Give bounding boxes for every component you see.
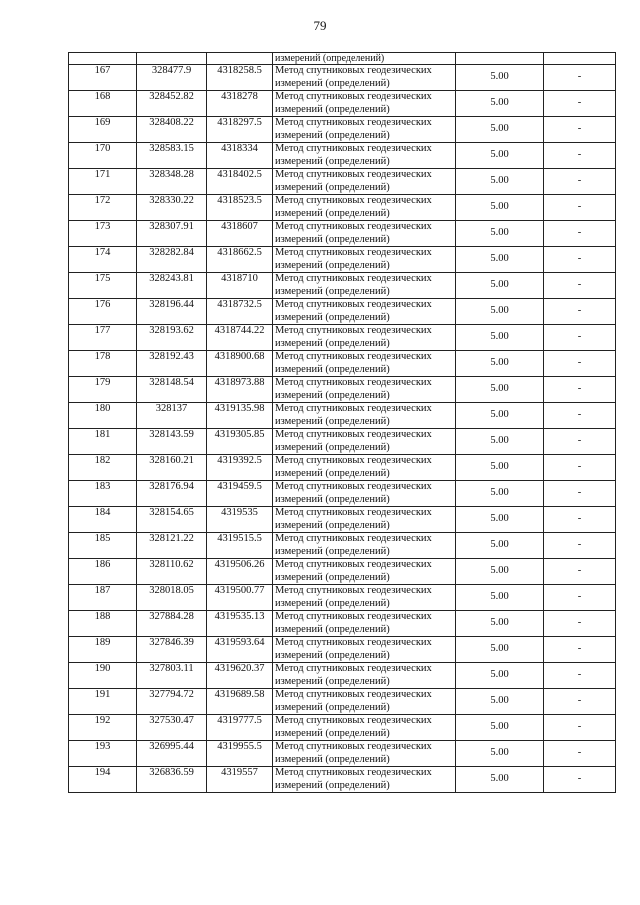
empty-cell: [137, 53, 207, 65]
table-row: [69, 325, 616, 351]
point-number-cell: 192: [69, 715, 137, 741]
method-cell: Метод спутниковых геодезических измерений (определений): [273, 637, 456, 663]
table-row: [69, 299, 616, 325]
method-cell: Метод спутниковых геодезических измерений (определений): [273, 247, 456, 273]
x-coordinate-cell: 327884.28: [137, 611, 207, 637]
x-coordinate-cell: 328452.82: [137, 91, 207, 117]
note-cell: -: [544, 221, 616, 247]
y-coordinate-cell: 4318607: [207, 221, 273, 247]
y-coordinate-cell: 4319535: [207, 507, 273, 533]
accuracy-cell: 5.00: [456, 195, 544, 221]
y-coordinate-cell: 4319506.26: [207, 559, 273, 585]
y-coordinate-cell: 4319535.13: [207, 611, 273, 637]
note-cell: -: [544, 91, 616, 117]
page-number: 79: [313, 18, 327, 33]
x-coordinate-cell: 328196.44: [137, 299, 207, 325]
point-number-cell: 168: [69, 91, 137, 117]
table-row: [69, 533, 616, 559]
note-cell: -: [544, 325, 616, 351]
note-cell: -: [544, 65, 616, 91]
continued-row: [69, 53, 616, 65]
x-coordinate-cell: 328121.22: [137, 533, 207, 559]
x-coordinate-cell: 328330.22: [137, 195, 207, 221]
accuracy-cell: 5.00: [456, 559, 544, 585]
accuracy-cell: 5.00: [456, 533, 544, 559]
method-cell: Метод спутниковых геодезических измерений (определений): [273, 143, 456, 169]
coordinates-table: [68, 52, 616, 793]
table-row: [69, 429, 616, 455]
x-coordinate-cell: 328160.21: [137, 455, 207, 481]
method-cell: Метод спутниковых геодезических измерений (определений): [273, 195, 456, 221]
x-coordinate-cell: 328282.84: [137, 247, 207, 273]
accuracy-cell: 5.00: [456, 247, 544, 273]
accuracy-cell: 5.00: [456, 637, 544, 663]
method-cell: Метод спутниковых геодезических измерений (определений): [273, 481, 456, 507]
y-coordinate-cell: 4319500.77: [207, 585, 273, 611]
point-number-cell: 170: [69, 143, 137, 169]
note-cell: -: [544, 715, 616, 741]
point-number-cell: 191: [69, 689, 137, 715]
x-coordinate-cell: 327794.72: [137, 689, 207, 715]
x-coordinate-cell: 328192.43: [137, 351, 207, 377]
method-cell: Метод спутниковых геодезических измерений (определений): [273, 65, 456, 91]
table-row: [69, 65, 616, 91]
x-coordinate-cell: 328018.05: [137, 585, 207, 611]
accuracy-cell: 5.00: [456, 325, 544, 351]
point-number-cell: 190: [69, 663, 137, 689]
x-coordinate-cell: 328193.62: [137, 325, 207, 351]
table-row: [69, 559, 616, 585]
accuracy-cell: 5.00: [456, 585, 544, 611]
accuracy-cell: 5.00: [456, 169, 544, 195]
note-cell: -: [544, 611, 616, 637]
y-coordinate-cell: 4319620.37: [207, 663, 273, 689]
y-coordinate-cell: 4318732.5: [207, 299, 273, 325]
y-coordinate-cell: 4318278: [207, 91, 273, 117]
method-cell: Метод спутниковых геодезических измерений (определений): [273, 455, 456, 481]
empty-cell: [456, 53, 544, 65]
point-number-cell: 182: [69, 455, 137, 481]
table-row: [69, 351, 616, 377]
accuracy-cell: 5.00: [456, 611, 544, 637]
y-coordinate-cell: 4319392.5: [207, 455, 273, 481]
point-number-cell: 186: [69, 559, 137, 585]
method-cell: Метод спутниковых геодезических измерений (определений): [273, 429, 456, 455]
x-coordinate-cell: 328148.54: [137, 377, 207, 403]
point-number-cell: 193: [69, 741, 137, 767]
table-row: [69, 767, 616, 793]
table-row: [69, 377, 616, 403]
method-cell: Метод спутниковых геодезических измерений (определений): [273, 611, 456, 637]
point-number-cell: 179: [69, 377, 137, 403]
x-coordinate-cell: 327530.47: [137, 715, 207, 741]
accuracy-cell: 5.00: [456, 455, 544, 481]
note-cell: -: [544, 585, 616, 611]
note-cell: -: [544, 689, 616, 715]
y-coordinate-cell: 4319777.5: [207, 715, 273, 741]
note-cell: -: [544, 637, 616, 663]
y-coordinate-cell: 4319515.5: [207, 533, 273, 559]
note-cell: -: [544, 377, 616, 403]
table-row: [69, 195, 616, 221]
accuracy-cell: 5.00: [456, 663, 544, 689]
method-cell: Метод спутниковых геодезических измерений (определений): [273, 221, 456, 247]
y-coordinate-cell: 4319135.98: [207, 403, 273, 429]
note-cell: -: [544, 143, 616, 169]
x-coordinate-cell: 327803.11: [137, 663, 207, 689]
method-cell: Метод спутниковых геодезических измерений (определений): [273, 507, 456, 533]
accuracy-cell: 5.00: [456, 689, 544, 715]
method-cell: Метод спутниковых геодезических измерений (определений): [273, 741, 456, 767]
method-cell: Метод спутниковых геодезических измерений (определений): [273, 689, 456, 715]
x-coordinate-cell: 328348.28: [137, 169, 207, 195]
x-coordinate-cell: 328110.62: [137, 559, 207, 585]
method-cell: Метод спутниковых геодезических измерений (определений): [273, 351, 456, 377]
point-number-cell: 188: [69, 611, 137, 637]
note-cell: -: [544, 455, 616, 481]
method-cell: Метод спутниковых геодезических измерений (определений): [273, 533, 456, 559]
y-coordinate-cell: 4319305.85: [207, 429, 273, 455]
method-cell: Метод спутниковых геодезических измерений (определений): [273, 663, 456, 689]
table-row: [69, 403, 616, 429]
x-coordinate-cell: 328408.22: [137, 117, 207, 143]
x-coordinate-cell: 328477.9: [137, 65, 207, 91]
method-cell: Метод спутниковых геодезических измерений (определений): [273, 585, 456, 611]
point-number-cell: 177: [69, 325, 137, 351]
note-cell: -: [544, 507, 616, 533]
point-number-cell: 180: [69, 403, 137, 429]
point-number-cell: 187: [69, 585, 137, 611]
table-row: [69, 689, 616, 715]
accuracy-cell: 5.00: [456, 377, 544, 403]
y-coordinate-cell: 4318297.5: [207, 117, 273, 143]
note-cell: -: [544, 273, 616, 299]
continued-method-cell: измерений (определений): [273, 53, 456, 65]
y-coordinate-cell: 4319593.64: [207, 637, 273, 663]
method-cell: Метод спутниковых геодезических измерений (определений): [273, 91, 456, 117]
y-coordinate-cell: 4318973.88: [207, 377, 273, 403]
point-number-cell: 176: [69, 299, 137, 325]
table-row: [69, 585, 616, 611]
point-number-cell: 173: [69, 221, 137, 247]
accuracy-cell: 5.00: [456, 143, 544, 169]
note-cell: -: [544, 663, 616, 689]
x-coordinate-cell: 328243.81: [137, 273, 207, 299]
note-cell: -: [544, 351, 616, 377]
y-coordinate-cell: 4318662.5: [207, 247, 273, 273]
note-cell: -: [544, 429, 616, 455]
x-coordinate-cell: 326995.44: [137, 741, 207, 767]
point-number-cell: 189: [69, 637, 137, 663]
y-coordinate-cell: 4319557: [207, 767, 273, 793]
point-number-cell: 172: [69, 195, 137, 221]
note-cell: -: [544, 533, 616, 559]
x-coordinate-cell: 328143.59: [137, 429, 207, 455]
y-coordinate-cell: 4318258.5: [207, 65, 273, 91]
point-number-cell: 167: [69, 65, 137, 91]
table-row: [69, 481, 616, 507]
point-number-cell: 185: [69, 533, 137, 559]
point-number-cell: 175: [69, 273, 137, 299]
table-row: [69, 507, 616, 533]
method-cell: Метод спутниковых геодезических измерений (определений): [273, 169, 456, 195]
note-cell: -: [544, 559, 616, 585]
y-coordinate-cell: 4318334: [207, 143, 273, 169]
table-row: [69, 117, 616, 143]
point-number-cell: 169: [69, 117, 137, 143]
x-coordinate-cell: 326836.59: [137, 767, 207, 793]
accuracy-cell: 5.00: [456, 429, 544, 455]
note-cell: -: [544, 195, 616, 221]
accuracy-cell: 5.00: [456, 481, 544, 507]
accuracy-cell: 5.00: [456, 507, 544, 533]
accuracy-cell: 5.00: [456, 91, 544, 117]
accuracy-cell: 5.00: [456, 65, 544, 91]
note-cell: -: [544, 481, 616, 507]
x-coordinate-cell: 328176.94: [137, 481, 207, 507]
note-cell: -: [544, 169, 616, 195]
table-row: [69, 663, 616, 689]
empty-cell: [207, 53, 273, 65]
y-coordinate-cell: 4318710: [207, 273, 273, 299]
table-row: [69, 455, 616, 481]
y-coordinate-cell: 4318523.5: [207, 195, 273, 221]
y-coordinate-cell: 4319689.58: [207, 689, 273, 715]
x-coordinate-cell: 328154.65: [137, 507, 207, 533]
accuracy-cell: 5.00: [456, 767, 544, 793]
table-row: [69, 273, 616, 299]
point-number-cell: 171: [69, 169, 137, 195]
point-number-cell: 184: [69, 507, 137, 533]
accuracy-cell: 5.00: [456, 117, 544, 143]
table-row: [69, 611, 616, 637]
table-row: [69, 169, 616, 195]
note-cell: -: [544, 247, 616, 273]
table-row: [69, 143, 616, 169]
note-cell: -: [544, 741, 616, 767]
method-cell: Метод спутниковых геодезических измерений (определений): [273, 403, 456, 429]
note-cell: -: [544, 117, 616, 143]
table-row: [69, 247, 616, 273]
y-coordinate-cell: 4318900.68: [207, 351, 273, 377]
accuracy-cell: 5.00: [456, 741, 544, 767]
point-number-cell: 174: [69, 247, 137, 273]
point-number-cell: 194: [69, 767, 137, 793]
method-cell: Метод спутниковых геодезических измерений (определений): [273, 117, 456, 143]
method-cell: Метод спутниковых геодезических измерений (определений): [273, 767, 456, 793]
method-cell: Метод спутниковых геодезических измерений (определений): [273, 273, 456, 299]
accuracy-cell: 5.00: [456, 221, 544, 247]
method-cell: Метод спутниковых геодезических измерений (определений): [273, 377, 456, 403]
point-number-cell: 178: [69, 351, 137, 377]
empty-cell: [69, 53, 137, 65]
note-cell: -: [544, 767, 616, 793]
y-coordinate-cell: 4318744.22: [207, 325, 273, 351]
accuracy-cell: 5.00: [456, 299, 544, 325]
accuracy-cell: 5.00: [456, 351, 544, 377]
method-cell: Метод спутниковых геодезических измерений (определений): [273, 715, 456, 741]
y-coordinate-cell: 4319459.5: [207, 481, 273, 507]
table-row: [69, 715, 616, 741]
x-coordinate-cell: 328307.91: [137, 221, 207, 247]
y-coordinate-cell: 4319955.5: [207, 741, 273, 767]
table-row: [69, 741, 616, 767]
table-row: [69, 91, 616, 117]
note-cell: -: [544, 403, 616, 429]
x-coordinate-cell: 328583.15: [137, 143, 207, 169]
point-number-cell: 181: [69, 429, 137, 455]
x-coordinate-cell: 327846.39: [137, 637, 207, 663]
note-cell: -: [544, 299, 616, 325]
x-coordinate-cell: 328137: [137, 403, 207, 429]
method-cell: Метод спутниковых геодезических измерений (определений): [273, 325, 456, 351]
y-coordinate-cell: 4318402.5: [207, 169, 273, 195]
accuracy-cell: 5.00: [456, 273, 544, 299]
point-number-cell: 183: [69, 481, 137, 507]
table-row: [69, 221, 616, 247]
empty-cell: [544, 53, 616, 65]
accuracy-cell: 5.00: [456, 403, 544, 429]
table-row: [69, 637, 616, 663]
method-cell: Метод спутниковых геодезических измерений (определений): [273, 299, 456, 325]
method-cell: Метод спутниковых геодезических измерений (определений): [273, 559, 456, 585]
accuracy-cell: 5.00: [456, 715, 544, 741]
